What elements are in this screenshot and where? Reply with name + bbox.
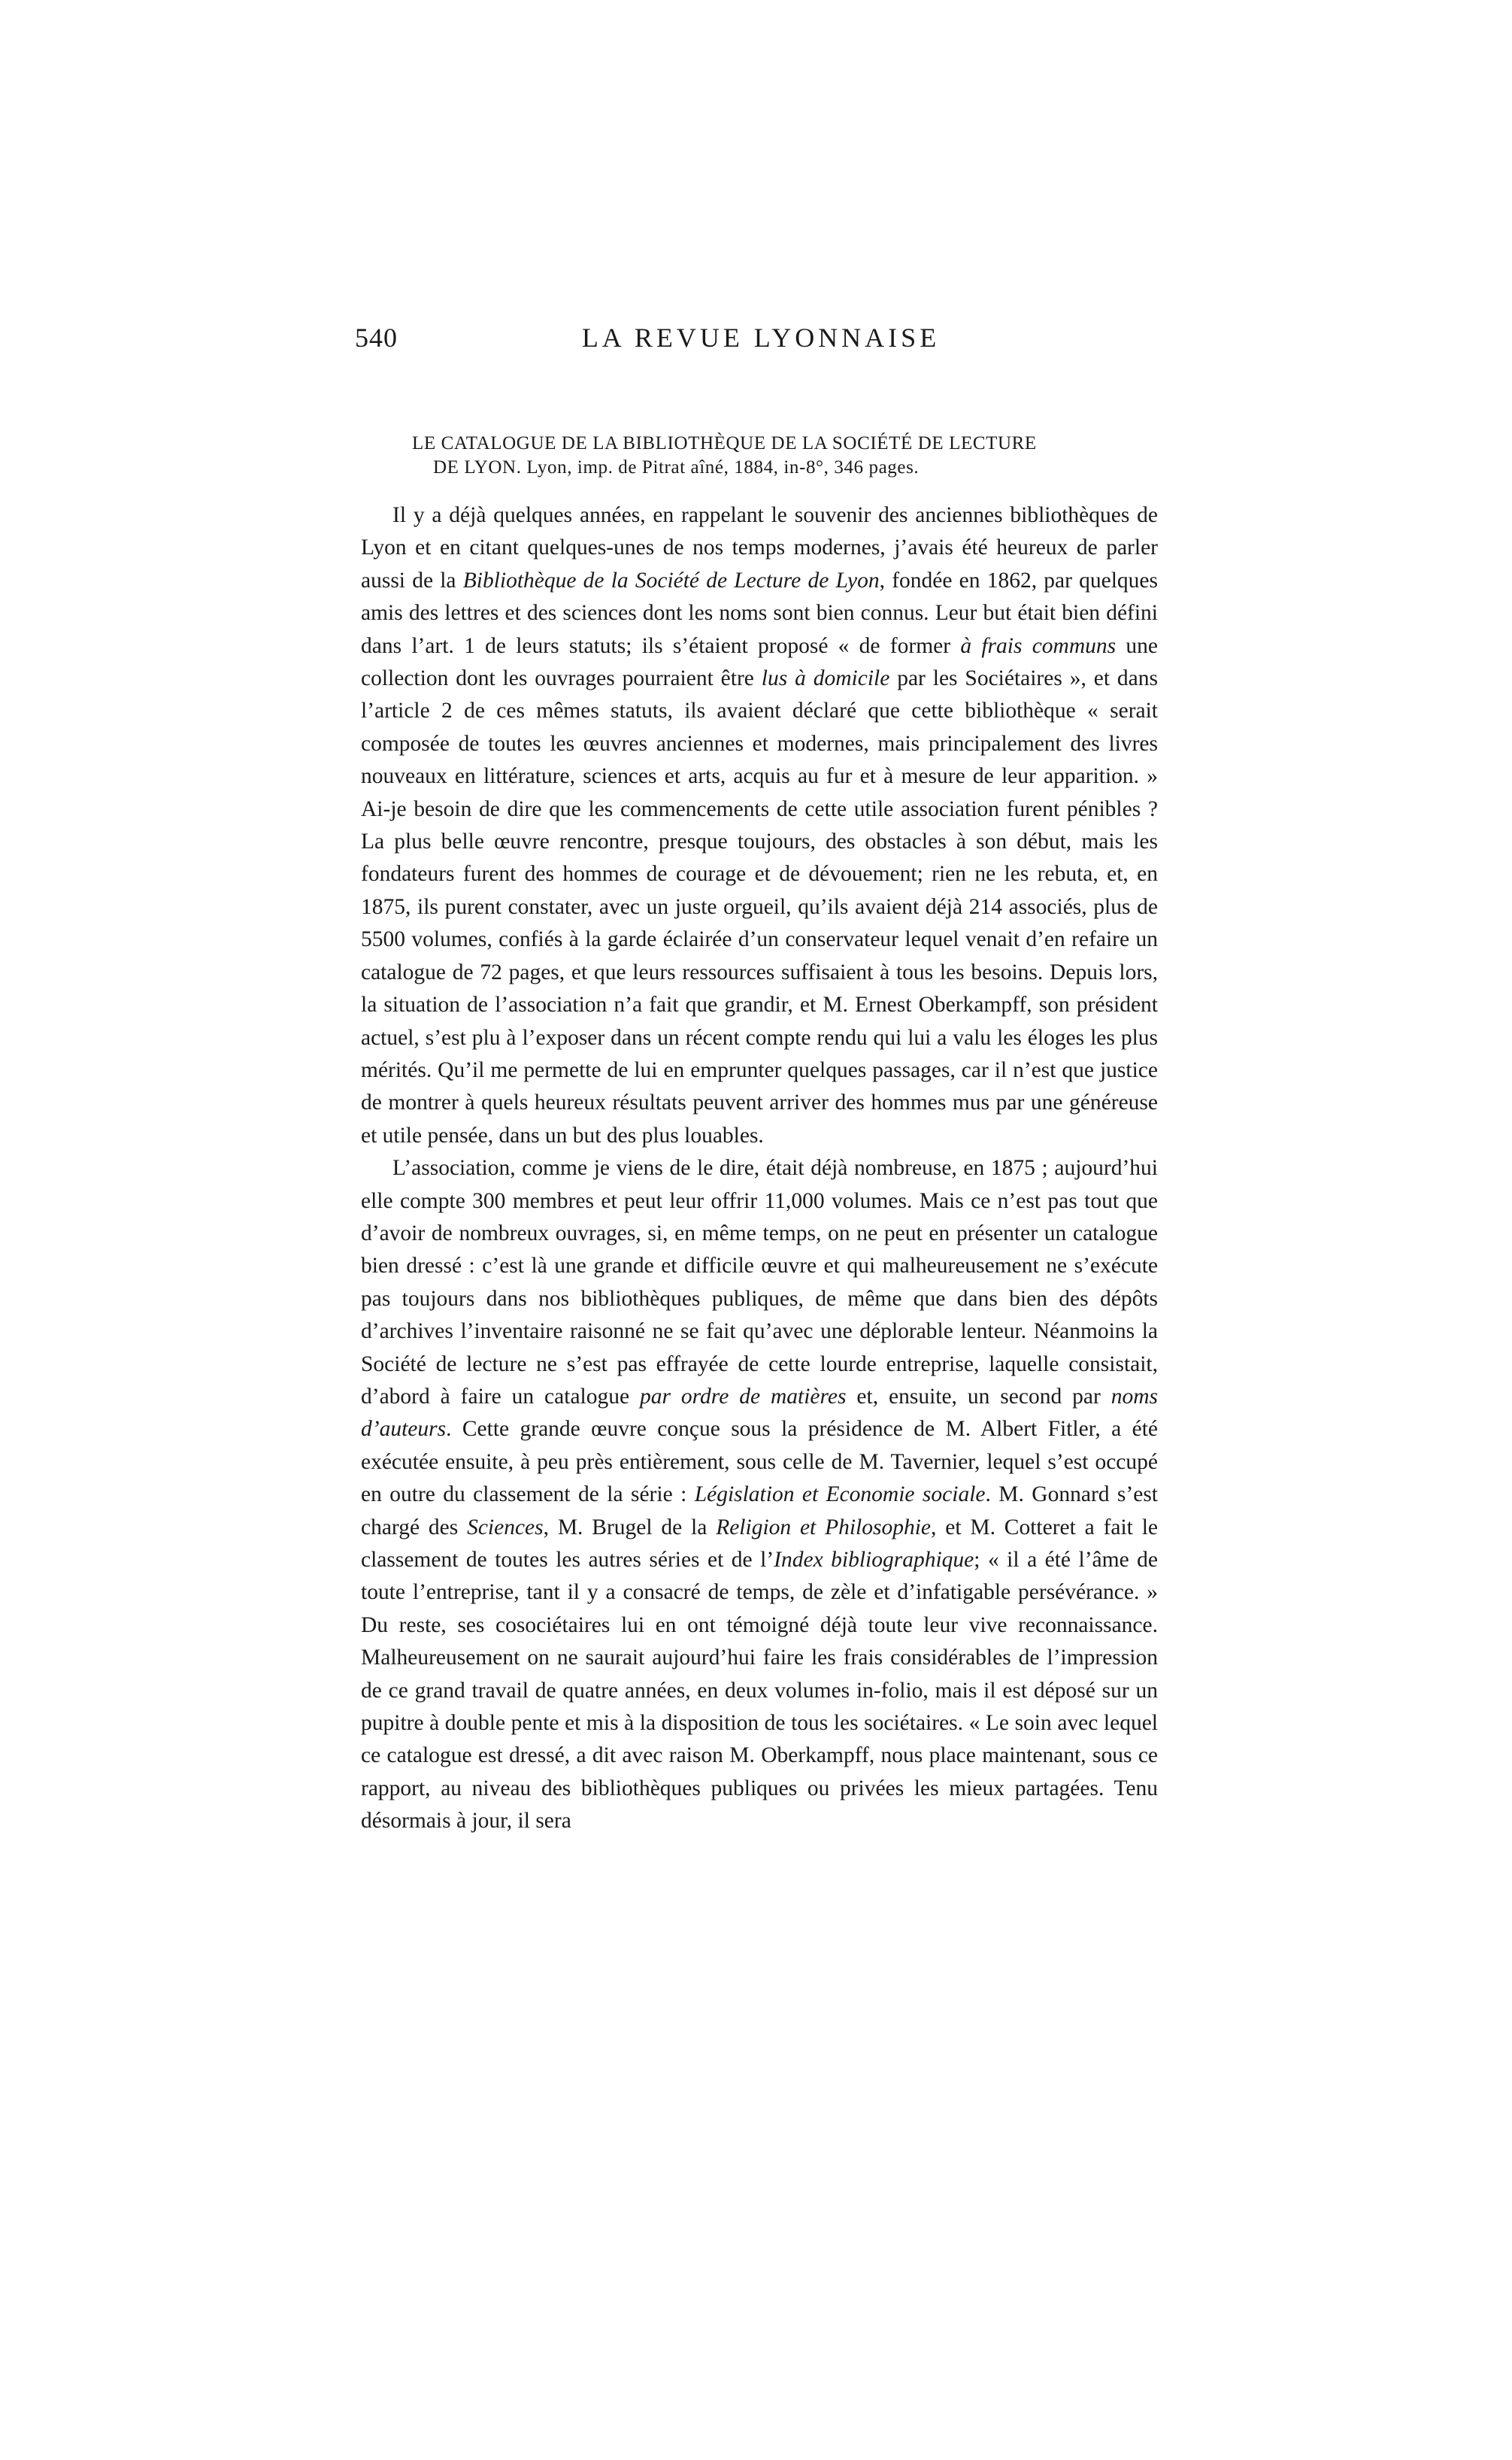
text-run: Il y a déjà quelques années, en rappelant le souvenir des anciennes bibliothèques de Lyon et en citant quelques-unes de nos temps modernes, j’avais été heureux de parler aussi de la — [361, 503, 1158, 593]
text-run: , M. Brugel de la — [543, 1515, 717, 1539]
italic-text: Index bibliographique — [774, 1548, 974, 1572]
text-run: et, ensuite, un second par — [846, 1384, 1111, 1409]
book-notice-line-2: DE LYON. Lyon, imp. de Pitrat aîné, 1884, in-8°, 346 pages. — [433, 457, 920, 478]
italic-text: Sciences — [467, 1515, 544, 1539]
text-run: . Cette grande œuvre conçue sous la présidence de M. Albert Fitler, a été exécutée ensuite, à peu près entièrement, sous celle de M. Tavernier, lequel s’est occupé en outre du classement de la série : — [361, 1417, 1158, 1507]
text-run: une collection dont les ouvrages pourraient être — [361, 633, 1158, 691]
paragraph — [361, 499, 1158, 1152]
text-run: , fondée en 1862, par quelques amis des lettres et des sciences dont les noms sont bien connus. Leur but était bien défini dans l’art. 1 de leurs statuts; ils s’étaient proposé « de former — [361, 568, 1159, 658]
italic-text: noms d’auteurs — [361, 1384, 1159, 1442]
book-notice — [412, 432, 1239, 480]
italic-text: Législation et Economie sociale — [694, 1482, 986, 1507]
article-body — [361, 499, 1158, 1838]
book-notice-line-1: LE CATALOGUE DE LA BIBLIOTHÈQUE DE LA SOCIÉTÉ DE LECTURE — [412, 433, 1037, 453]
italic-text: par ordre de matières — [640, 1384, 847, 1409]
paragraph — [361, 1152, 1158, 1838]
italic-text: à frais communs — [960, 633, 1117, 658]
italic-text: Religion et Philosophie — [716, 1515, 932, 1539]
text-run: ; « il a été l’âme de toute l’entreprise, tant il y a consacré de temps, de zèle et d’infatigable persévérance. » Du reste, ses cosociétaires lui en ont témoigné déjà toute leur vive reconnaissance. Malheureusement on ne saurait aujourd’hui faire les frais considérables de l’impression de ce grand travail de quatre années, en deux volumes in-folio, mais il est déposé sur un pupitre à double pente et mis à la disposition de tous les sociétaires. « Le soin avec lequel ce catalogue est dressé, a dit avec raison M. Oberkampff, nous place maintenant, sous ce rapport, au niveau des bibliothèques publiques ou privées les mieux partagées. Tenu désormais à jour, il sera — [361, 1548, 1158, 1834]
text-run: L’association, comme je viens de le dire, était déjà nombreuse, en 1875 ; aujourd’hui elle compte 300 membres et peut leur offrir 11,000 volumes. Mais ce n’est pas tout que d’avoir de nombreux ouvrages, si, en même temps, on ne peut en présenter un catalogue bien dressé : c’est là une grande et difficile œuvre et qui malheureusement ne s’exécute pas toujours dans nos bibliothèques publiques, de même que dans bien des dépôts d’archives l’inventaire raisonné ne se fait qu’avec une déplorable lenteur. Néanmoins la Société de lecture ne s’est pas effrayée de cette lourde entreprise, laquelle consistait, d’abord à faire un catalogue — [361, 1156, 1158, 1409]
text-run: . M. Gonnard s’est chargé des — [361, 1482, 1159, 1539]
text-run: par les Sociétaires », et dans l’article 2 de ces mêmes statuts, ils avaient déclaré que cette bibliothèque « serait composée de toutes les œuvres anciennes et modernes, mais principalement des livres nouveaux en littérature, sciences et arts, acquis au fur et à mesure de leur apparition. » Ai-je besoin de dire que les commencements de cette utile association furent pénibles ? La plus belle œuvre rencontre, presque toujours, des obstacles à son début, mais les fondateurs furent des hommes de courage et de dévouement; rien ne les rebuta, et, en 1875, ils purent constater, avec un juste orgueil, qu’ils avaient déjà 214 associés, plus de 5500 volumes, confiés à la garde éclairée d’un conservateur lequel venait d’en refaire un catalogue de 72 pages, et que leurs ressources suffisaient à tous les besoins. Depuis lors, la situation de l’association n’a fait que grandir, et M. Ernest Oberkampff, son président actuel, s’est plu à l’exposer dans un récent compte rendu qui lui a valu les éloges les plus mérités. Qu’il me permette de lui en emprunter quelques passages, car il n’est que justice de montrer à quels heureux résultats peuvent arriver des hommes mus par une généreuse et utile pensée, dans un but des plus louables. — [361, 666, 1158, 1148]
italic-text: Bibliothèque de la Société de Lecture de Lyon — [462, 568, 880, 593]
page-number: 540 — [355, 323, 398, 353]
text-run: , et M. Cotteret a fait le classement de toutes les autres séries et de l’ — [361, 1515, 1158, 1572]
journal-title: LA REVUE LYONNAISE — [581, 323, 941, 353]
running-head — [355, 322, 1167, 359]
italic-text: lus à domicile — [761, 666, 890, 691]
